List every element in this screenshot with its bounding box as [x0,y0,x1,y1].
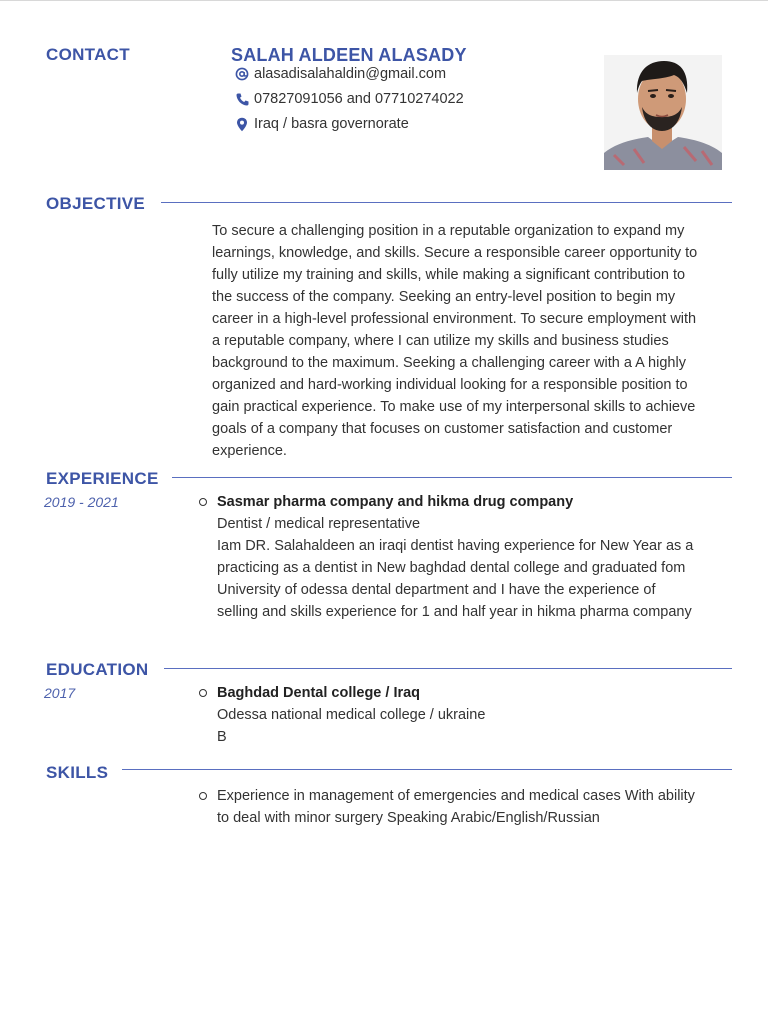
experience-line: practicing as a dentist in New baghdad dental college and graduated fom [217,560,686,576]
top-border [0,0,768,1]
phone-icon [234,91,250,107]
objective-heading: OBJECTIVE [46,194,146,213]
experience-line: selling and skills experience for 1 and half year in hikma pharma company [217,604,692,620]
education-entry [217,682,485,748]
education-line: Odessa national medical college / ukraine [217,707,486,723]
email-text[interactable]: alasadisalahaldin@gmail.com [254,66,447,82]
location-pin-icon [234,116,250,132]
objective-line: background to the maximum. Seeking a challenging career with a A highly [212,355,686,371]
at-icon [234,66,250,82]
skills-line: to deal with minor surgery Speaking Arabic/English/Russian [217,810,600,826]
candidate-name: SALAH ALDEEN ALASADY [231,45,467,65]
education-line: B [217,729,227,745]
education-heading: EDUCATION [46,660,149,679]
experience-divider [172,477,732,478]
education-school: Baghdad Dental college / Iraq [217,685,421,701]
location-line [234,116,409,132]
experience-bullet [199,498,207,506]
experience-company: Sasmar pharma company and hikma drug company [217,494,574,510]
objective-line: goals of a company that focuses on customer satisfaction and customer [212,421,673,437]
phone-text: 07827091056 and 07710274022 [254,91,464,107]
experience-heading: EXPERIENCE [46,469,159,488]
objective-line: organized and hard-working individual looking for a responsible position to [212,377,688,393]
experience-line: University of odessa dental department and I have the experience of [217,582,656,598]
experience-line: Iam DR. Salahaldeen an iraqi dentist having experience for New Year as a [217,538,694,554]
skills-heading: SKILLS [46,763,109,782]
objective-divider [161,202,732,203]
phone-line [234,91,464,107]
objective-line: career in a high-level professional environment. To secure employment with [212,311,697,327]
objective-text [212,220,697,462]
contact-heading: CONTACT [46,45,130,64]
skills-entry [217,785,695,829]
objective-line: fully utilize my training and skills, while making a significant contribution to [212,267,686,283]
experience-entry [217,491,693,623]
location-text: Iraq / basra governorate [254,116,409,132]
skills-line: Experience in management of emergencies and medical cases With ability [217,788,695,804]
objective-line: gain practical experience. To make use of my interpersonal skills to achieve [212,399,696,415]
experience-role: Dentist / medical representative [217,516,421,532]
skills-divider [122,769,732,770]
objective-line: To secure a challenging position in a reputable organization to expand my [212,223,685,239]
objective-line: a reputable company, where I can utilize my skills and business studies [212,333,669,349]
email-line [234,66,446,82]
experience-date: 2019 - 2021 [44,494,119,510]
objective-line: the success of the company. Seeking an entry-level position to begin my [212,289,676,305]
objective-line: learnings, knowledge, and skills. Secure a responsible career opportunity to [212,245,698,261]
education-date: 2017 [44,685,76,701]
objective-line: experience. [212,443,287,459]
profile-photo [604,55,722,170]
skills-bullet [199,792,207,800]
education-bullet [199,689,207,697]
education-divider [164,668,732,669]
